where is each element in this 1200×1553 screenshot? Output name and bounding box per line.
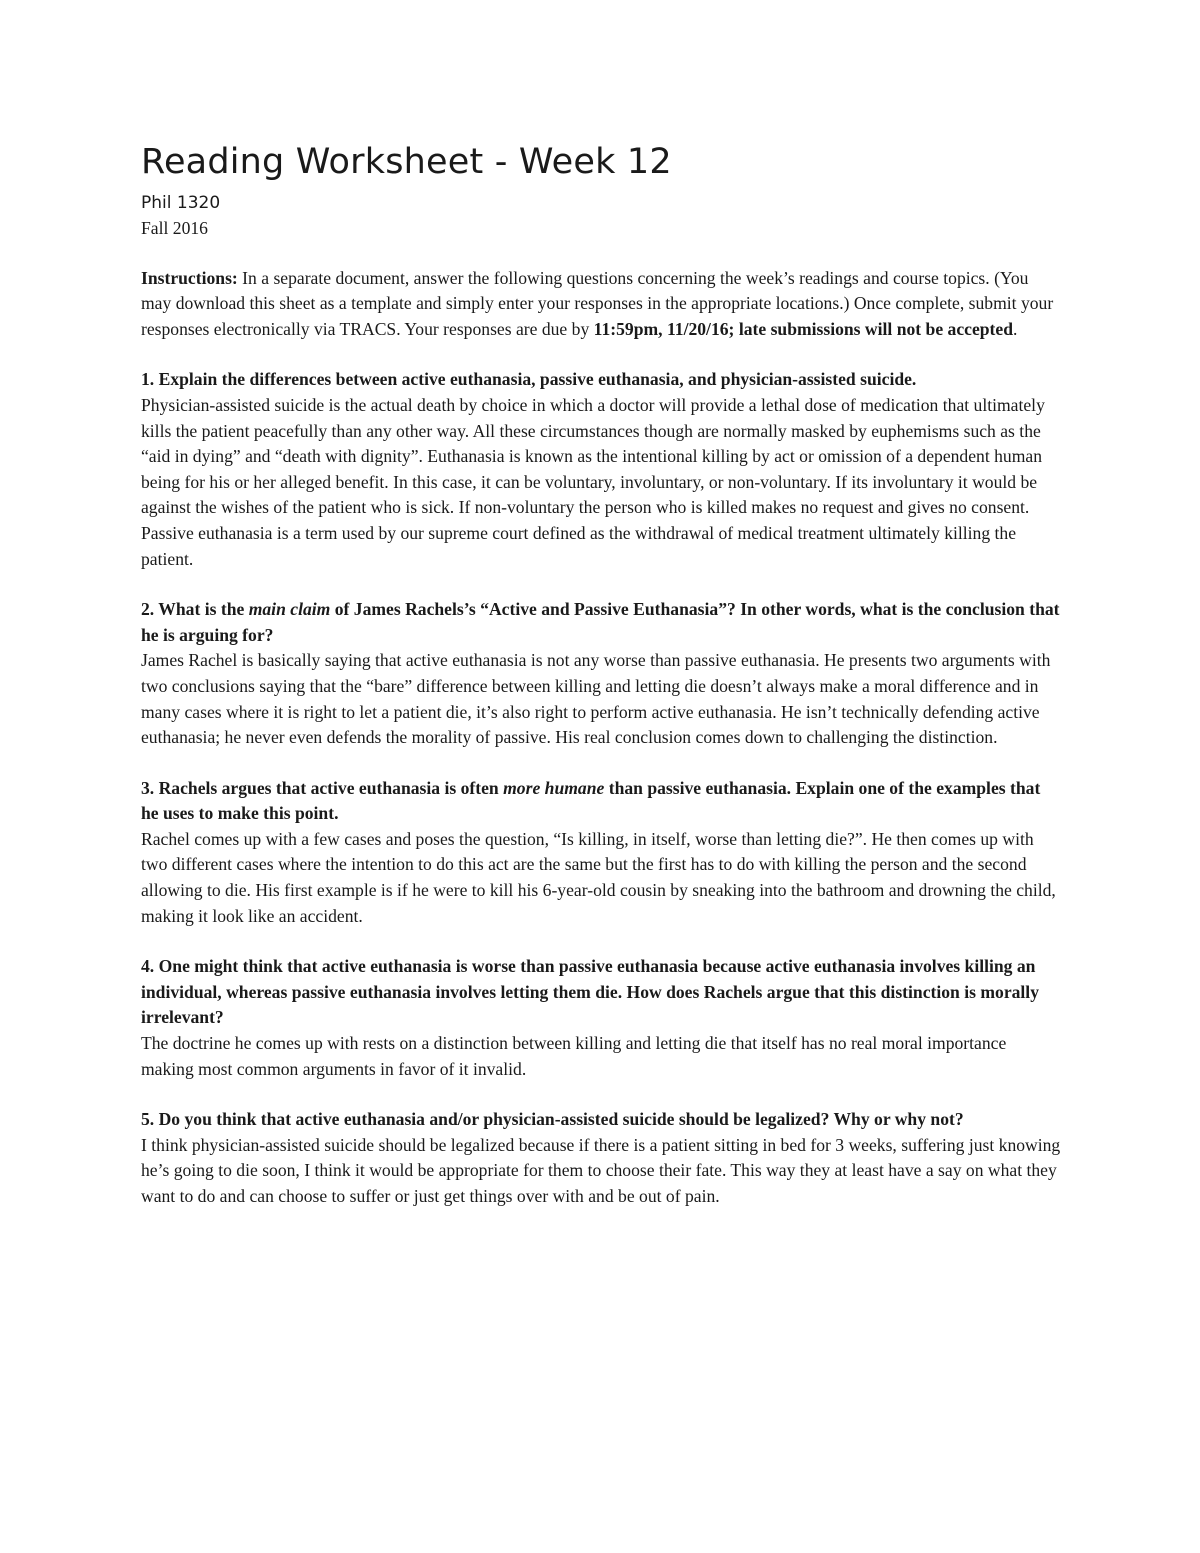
question-block-3 [141, 776, 1061, 930]
question-1-text: 1. Explain the differences between active euthanasia, passive euthanasia, and physician-assisted suicide. [141, 369, 917, 390]
question-block-2 [141, 597, 1061, 751]
question-3-text-b: than passive euthanasia. Explain one of the examples that he uses to make this point. [141, 777, 1041, 824]
answer-4: The doctrine he comes up with rests on a distinction between killing and letting die that itself has no real moral importance making most common arguments in favor of it invalid. [141, 1033, 1007, 1079]
answer-1: Physician-assisted suicide is the actual death by choice in which a doctor will provide a lethal dose of medication that ultimately kills the patient peacefully than any other way. All these circumstances though are normally masked by euphemisms such as the “aid in dying” and “death with dignity”. Euthanasia is known as the intentional killing by act or omission of a dependent human being for his or her alleged benefit. In this case, it can be voluntary, involuntary, or non-voluntary. If its involuntary it would be against the wishes of the patient who is sick. If non-voluntary the person who is killed makes no request and gives no consent. Passive euthanasia is a term used by our supreme court defined as the withdrawal of medical treatment ultimately killing the patient. [141, 394, 1045, 569]
question-block-5 [141, 1107, 1061, 1209]
question-2-text-b: of James Rachels’s “Active and Passive Euthanasia”? In other words, what is the conclusion that he is arguing for? [141, 599, 1060, 645]
question-block-4 [141, 954, 1061, 1082]
question-3-emphasis: more humane [503, 777, 605, 798]
instructions-end: . [1013, 318, 1018, 339]
question-5-text: 5. Do you think that active euthanasia and/or physician-assisted suicide should be legalized? Why or why not? [141, 1109, 964, 1130]
course-code: Phil 1320 [141, 193, 221, 213]
question-2-text-a: 2. What is the [141, 599, 249, 620]
question-block-1 [141, 367, 1061, 572]
question-2 [141, 597, 1061, 648]
document-title: Reading Worksheet - Week 12 [141, 142, 672, 182]
question-3 [141, 776, 1061, 827]
question-4 [141, 954, 1061, 1031]
instructions-label: Instructions: [141, 267, 238, 288]
answer-5: I think physician-assisted suicide should be legalized because if there is a patient sitting in bed for 3 weeks, suffering just knowing he’s going to die soon, I think it would be appropriate for them to choose their fate. This way they at least have a say on what they want to do and can choose to suffer or just get things over with and be out of pain. [141, 1134, 1061, 1206]
deadline-text: 11:59pm, 11/20/16; [593, 318, 735, 339]
question-1 [141, 367, 1061, 393]
instructions-text-1: In a separate document, answer the following questions concerning the week’s readings and course topics. (You may download this sheet as a template and simply enter your responses in the appropriate locations.) Once complete, submit your responses electronically via TRACS. Your responses are due by [141, 267, 1054, 339]
question-3-text-a: 3. Rachels argues that active euthanasia is often [141, 777, 504, 798]
instructions-paragraph [141, 266, 1061, 343]
question-5 [141, 1107, 1061, 1133]
answer-3: Rachel comes up with a few cases and poses the question, “Is killing, in itself, worse than letting die?”. He then comes up with two different cases where the intention to do this act are the same but the first has to do with killing the person and the second allowing to die. His first example is if he were to kill his 6-year-old cousin by sneaking into the bathroom and drowning the child, making it look like an accident. [141, 828, 1056, 926]
question-4-text: 4. One might think that active euthanasia is worse than passive euthanasia because active euthanasia involves killing an individual, whereas passive euthanasia involves letting them die. How does Rachels argue that this distinction is morally irrelevant? [141, 956, 1039, 1028]
answer-2: James Rachel is basically saying that active euthanasia is not any worse than passive euthanasia. He presents two arguments with two conclusions saying that the “bare” difference between killing and letting die doesn’t always make a moral difference and in many cases where it is right to let a patient die, it’s also right to perform active euthanasia. He isn’t technically defending active euthanasia; he never even defends the morality of passive. His real conclusion comes down to challenging the distinction. [141, 650, 1051, 748]
question-2-emphasis: main claim [248, 599, 331, 620]
document-page [141, 140, 1061, 1235]
term-label: Fall 2016 [141, 218, 208, 238]
late-policy-text: late submissions will not be accepted [738, 318, 1013, 339]
